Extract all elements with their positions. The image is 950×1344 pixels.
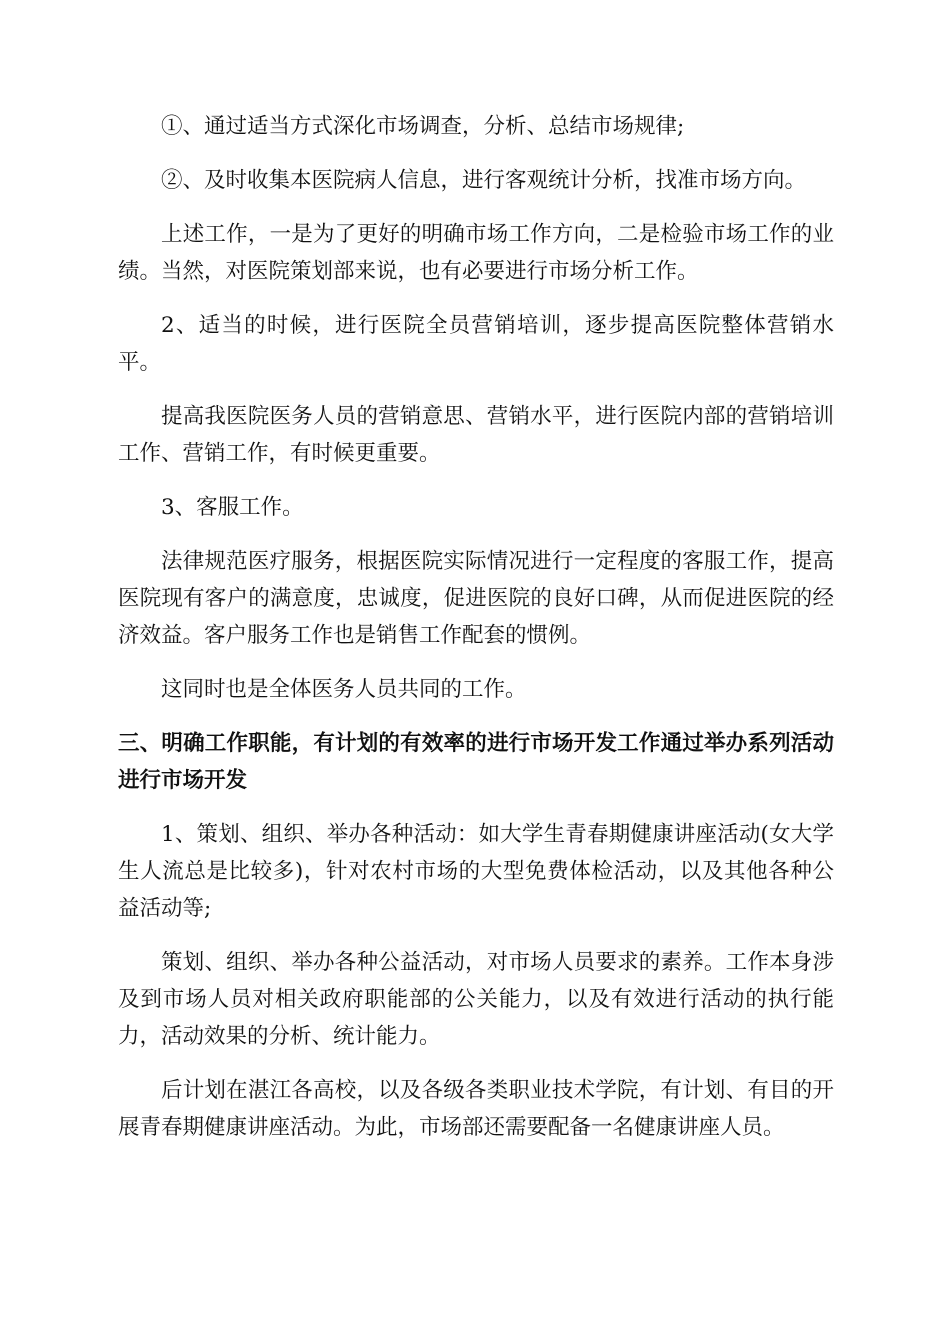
paragraph-survey-item-2: ②、及时收集本医院病人信息，进行客观统计分析，找准市场方向。 [161, 168, 807, 193]
paragraph-customer-service: 3、客服工作。 [161, 495, 304, 520]
paragraph-survey-item-1: ①、通过适当方式深化市场调查，分析、总结市场规律; [161, 114, 685, 139]
paragraph-activities: 1、策划、组织、举办各种活动：如大学生青春期健康讲座活动(女大学生人流总是比较多)，针对农村市场的大型免费体检活动，以及其他各种公益活动等; [118, 822, 834, 921]
paragraph-service-detail: 法律规范医疗服务，根据医院实际情况进行一定程度的客服工作，提高医院现有客户的满意度，忠诚度，促进医院的良好口碑，从而促进医院的经济效益。客户服务工作也是销售工作配套的惯例。 [118, 549, 834, 648]
paragraph-activity-requirements: 策划、组织、举办各种公益活动，对市场人员要求的素养。工作本身涉及到市场人员对相关政府职能部的公关能力，以及有效进行活动的执行能力，活动效果的分析、统计能力。 [118, 950, 834, 1049]
paragraph-marketing-training: 2、适当的时候，进行医院全员营销培训，逐步提高医院整体营销水平。 [118, 313, 834, 375]
document-page [118, 108, 834, 1163]
paragraph-lecture-plan: 后计划在湛江各高校，以及各级各类职业技术学院，有计划、有目的开展青春期健康讲座活动。为此，市场部还需要配备一名健康讲座人员。 [118, 1078, 834, 1140]
paragraph-shared-work: 这同时也是全体医务人员共同的工作。 [161, 677, 527, 702]
section-heading-three: 三、明确工作职能，有计划的有效率的进行市场开发工作通过举办系列活动进行市场开发 [118, 731, 834, 793]
paragraph-training-detail: 提高我医院医务人员的营销意思、营销水平，进行医院内部的营销培训工作、营销工作，有时候更重要。 [118, 404, 834, 466]
paragraph-work-purpose: 上述工作，一是为了更好的明确市场工作方向，二是检验市场工作的业绩。当然，对医院策划部来说，也有必要进行市场分析工作。 [118, 222, 834, 284]
